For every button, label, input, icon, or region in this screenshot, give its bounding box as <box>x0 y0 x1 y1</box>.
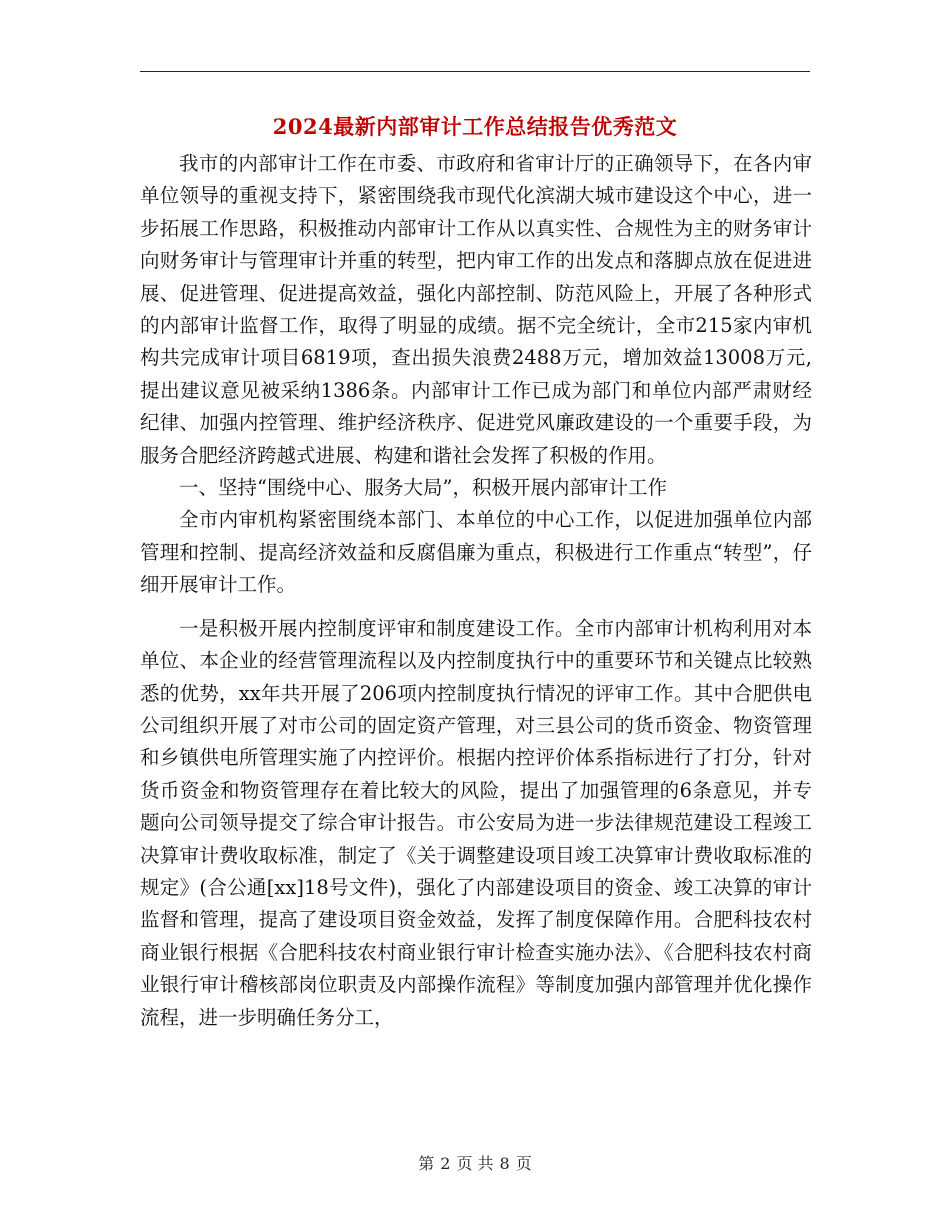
page-label-prefix: 第 <box>418 1154 435 1173</box>
paragraph-internal-control: 一是积极开展内控制度评审和制度建设工作。全市内部审计机构利用对本单位、本企业的经营管理流程以及内控制度执行中的重要环节和关键点比较熟悉的优势，xx年共开展了206项内控制度执行情况的评审工作。其中合肥供电公司组织开展了对市公司的固定资产管理，对三县公司的货币资金、物资管理和乡镇供电所管理实施了内控评价。根据内控评价体系指标进行了打分，针对货币资金和物资管理存在着比较大的风险，提出了加强管理的6条意见，并专题向公司领导提交了综合审计报告。市公安局为进一步法律规范建设工程竣工决算审计费收取标准，制定了《关于调整建设项目竣工决算审计费收取标准的规定》(合公通[xx]18号文件)，强化了内部建设项目的资金、竣工决算的审计监督和管理，提高了建设项目资金效益，发挥了制度保障作用。合肥科技农村商业银行根据《合肥科技农村商业银行审计检查实施办法》、《合肥科技农村商业银行审计稽核部岗位职责及内部操作流程》等制度加强内部管理并优化操作流程，进一步明确任务分工， <box>140 616 812 1029</box>
page-label-suffix: 页 <box>515 1154 532 1173</box>
paragraph-intro: 我市的内部审计工作在市委、市政府和省审计厅的正确领导下，在各内审单位领导的重视支持下，紧密围绕我市现代化滨湖大城市建设这个中心，进一步拓展工作思路，积极推动内部审计工作从以真实性、合规性为主的财务审计向财务审计与管理审计并重的转型，把内审工作的出发点和落脚点放在促进进展、促进管理、促进提高效益，强化内部控制、防范风险上，开展了各种形式的内部审计监督工作，取得了明显的成绩。据不完全统计，全市215家内审机构共完成审计项目6819项，查出损失浪费2488万元，增加效益13008万元,提出建议意见被采纳1386条。内部审计工作已成为部门和单位内部严肃财经纪律、加强内控管理、维护经济秩序、促进党风廉政建设的一个重要手段，为服务合肥经济跨越式进展、构建和谐社会发挥了积极的作用。 <box>140 152 812 467</box>
page-label-mid: 页 共 <box>456 1154 494 1173</box>
page-number: 2 <box>440 1154 451 1173</box>
document-title: 2024最新内部审计工作总结报告优秀范文 <box>272 114 678 139</box>
paragraph-section-1: 全市内审机构紧密围绕本部门、本单位的中心工作，以促进加强单位内部管理和控制、提高经济效益和反腐倡廉为重点，积极进行工作重点“转型”，仔细开展审计工作。 <box>140 508 812 597</box>
page-footer <box>0 1152 950 1176</box>
document-body <box>140 148 812 1034</box>
page-total: 8 <box>499 1154 510 1173</box>
header-rule <box>140 71 810 72</box>
section-heading-1: 一、坚持“围绕中心、服务大局”，积极开展内部审计工作 <box>179 476 667 500</box>
